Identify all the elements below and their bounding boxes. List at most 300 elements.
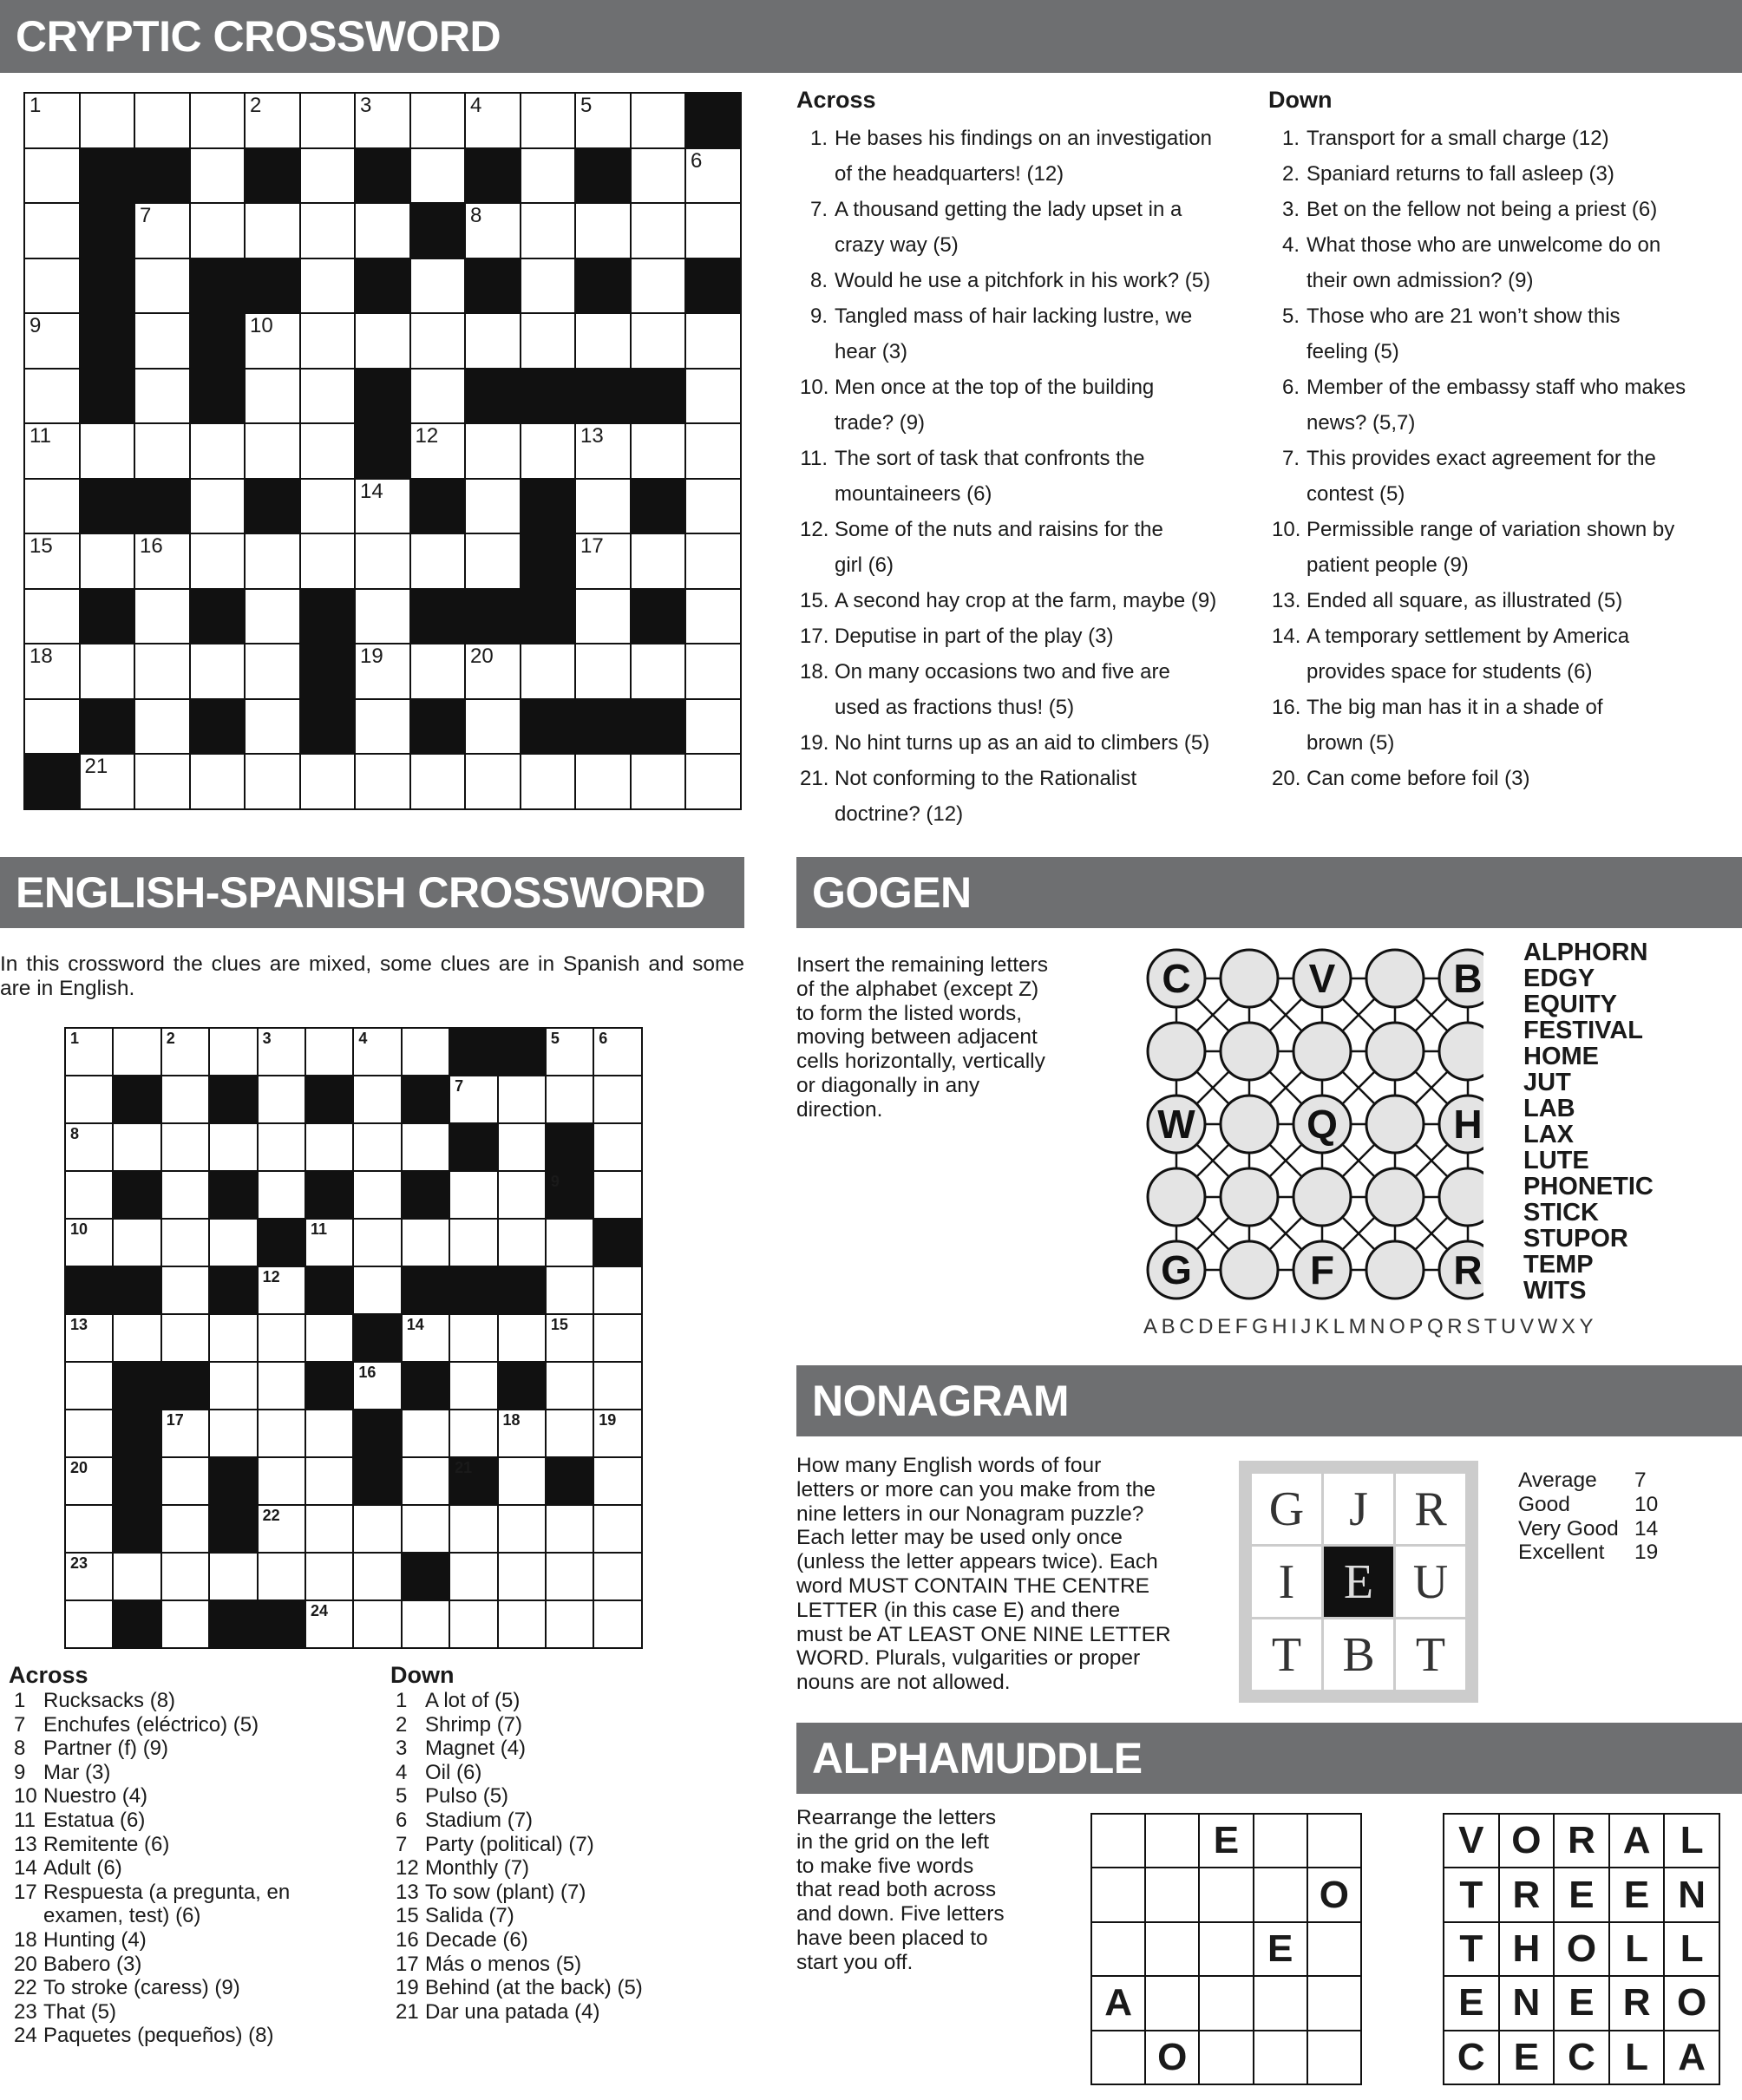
grid-cell[interactable] bbox=[353, 1123, 401, 1171]
grid-cell[interactable] bbox=[631, 148, 686, 204]
grid-cell[interactable] bbox=[161, 1457, 209, 1505]
grid-cell[interactable] bbox=[449, 1600, 497, 1648]
grid-cell[interactable] bbox=[546, 1266, 593, 1314]
grid-cell[interactable] bbox=[465, 644, 521, 699]
grid-cell[interactable] bbox=[685, 369, 741, 424]
grid-cell[interactable] bbox=[258, 1362, 305, 1410]
grid-cell[interactable] bbox=[465, 313, 521, 369]
grid-cell[interactable] bbox=[449, 1219, 497, 1266]
clue-text: Monthly (7) bbox=[425, 1856, 530, 1881]
alphamuddle-cell[interactable] bbox=[1145, 1922, 1199, 1976]
grid-cell[interactable] bbox=[134, 533, 190, 589]
clue-text: news? (5,7) bbox=[1306, 411, 1416, 435]
grid-cell[interactable] bbox=[353, 1266, 401, 1314]
clue-number: 1. bbox=[1281, 127, 1300, 150]
clue-text: of the headquarters! (12) bbox=[835, 162, 1064, 186]
grid-cell[interactable] bbox=[113, 1553, 160, 1600]
grid-cell[interactable] bbox=[546, 1076, 593, 1123]
grid-cell[interactable] bbox=[245, 699, 300, 755]
grid-cell[interactable] bbox=[521, 258, 576, 314]
grid-cell[interactable] bbox=[209, 1123, 257, 1171]
grid-cell[interactable] bbox=[410, 423, 466, 479]
grid-cell[interactable] bbox=[80, 754, 135, 809]
grid-cell[interactable] bbox=[402, 1505, 449, 1553]
grid-cell[interactable] bbox=[65, 1219, 113, 1266]
alphamuddle-cell[interactable] bbox=[1307, 1814, 1361, 1868]
gogen-cell[interactable] bbox=[1221, 1241, 1278, 1299]
grid-cell[interactable] bbox=[521, 423, 576, 479]
gogen-cell[interactable] bbox=[1293, 1168, 1351, 1226]
grid-cell[interactable] bbox=[631, 203, 686, 258]
grid-cell[interactable] bbox=[593, 1505, 641, 1553]
grid-cell[interactable] bbox=[498, 1076, 546, 1123]
grid-cell[interactable] bbox=[305, 1410, 353, 1457]
grid-cell[interactable] bbox=[685, 589, 741, 644]
grid-cell[interactable] bbox=[300, 148, 356, 204]
alphamuddle-cell[interactable] bbox=[1199, 2031, 1253, 2084]
grid-cell[interactable] bbox=[353, 1600, 401, 1648]
alphamuddle-cell[interactable] bbox=[1199, 1976, 1253, 2030]
grid-cell[interactable] bbox=[305, 1123, 353, 1171]
grid-cell[interactable] bbox=[593, 1171, 641, 1219]
grid-cell[interactable] bbox=[258, 1505, 305, 1553]
gogen-cell[interactable] bbox=[1293, 1023, 1351, 1080]
grid-cell[interactable] bbox=[209, 1219, 257, 1266]
grid-cell[interactable] bbox=[575, 203, 631, 258]
grid-cell[interactable] bbox=[465, 754, 521, 809]
grid-cell[interactable] bbox=[498, 1123, 546, 1171]
grid-cell[interactable] bbox=[449, 1171, 497, 1219]
grid-cell[interactable] bbox=[410, 533, 466, 589]
grid-cell[interactable] bbox=[134, 93, 190, 148]
grid-cell[interactable] bbox=[300, 369, 356, 424]
grid-cell[interactable] bbox=[593, 1314, 641, 1362]
grid-cell[interactable] bbox=[24, 313, 80, 369]
grid-cell[interactable] bbox=[631, 93, 686, 148]
grid-cell[interactable] bbox=[402, 1028, 449, 1076]
grid-cell[interactable] bbox=[161, 1219, 209, 1266]
grid-cell[interactable] bbox=[134, 203, 190, 258]
grid-cell[interactable] bbox=[685, 423, 741, 479]
grid-cell[interactable] bbox=[402, 1457, 449, 1505]
alphamuddle-cell[interactable] bbox=[1254, 1976, 1307, 2030]
clue-number: 9 bbox=[14, 1760, 26, 1784]
grid-cell[interactable] bbox=[575, 479, 631, 534]
grid-cell[interactable] bbox=[353, 1362, 401, 1410]
grid-cell[interactable] bbox=[258, 1314, 305, 1362]
grid-cell[interactable] bbox=[685, 148, 741, 204]
grid-cell[interactable] bbox=[245, 313, 300, 369]
grid-cell[interactable] bbox=[190, 533, 246, 589]
grid-cell[interactable] bbox=[190, 93, 246, 148]
grid-cell[interactable] bbox=[631, 533, 686, 589]
grid-cell[interactable] bbox=[65, 1457, 113, 1505]
grid-cell[interactable] bbox=[355, 93, 410, 148]
grid-cell[interactable] bbox=[80, 644, 135, 699]
grid-cell[interactable] bbox=[353, 1028, 401, 1076]
grid-cell[interactable] bbox=[24, 479, 80, 534]
grid-cell[interactable] bbox=[521, 203, 576, 258]
grid-cell[interactable] bbox=[546, 1362, 593, 1410]
grid-cell[interactable] bbox=[161, 1553, 209, 1600]
gogen-cell[interactable] bbox=[1221, 1096, 1278, 1153]
grid-block-cell bbox=[575, 699, 631, 755]
grid-cell[interactable] bbox=[593, 1123, 641, 1171]
gogen-cell[interactable] bbox=[1221, 1023, 1278, 1080]
grid-cell[interactable] bbox=[209, 1028, 257, 1076]
grid-cell[interactable] bbox=[631, 258, 686, 314]
grid-cell[interactable] bbox=[593, 1600, 641, 1648]
alphamuddle-cell[interactable] bbox=[1145, 1868, 1199, 1921]
grid-cell[interactable] bbox=[65, 1553, 113, 1600]
grid-cell[interactable] bbox=[465, 203, 521, 258]
grid-cell[interactable] bbox=[402, 1123, 449, 1171]
grid-cell[interactable] bbox=[161, 1076, 209, 1123]
clue-text: A temporary settlement by America bbox=[1306, 625, 1630, 648]
grid-cell[interactable] bbox=[355, 754, 410, 809]
grid-cell[interactable] bbox=[258, 1410, 305, 1457]
grid-cell[interactable] bbox=[575, 93, 631, 148]
grid-cell[interactable] bbox=[245, 589, 300, 644]
grid-cell[interactable] bbox=[65, 1410, 113, 1457]
alphamuddle-cell[interactable]: E bbox=[1254, 1922, 1307, 1976]
clue-number: 19. bbox=[800, 731, 829, 755]
grid-cell[interactable] bbox=[593, 1410, 641, 1457]
grid-cell[interactable] bbox=[113, 1219, 160, 1266]
grid-cell[interactable] bbox=[685, 479, 741, 534]
grid-cell[interactable] bbox=[258, 1171, 305, 1219]
clue-number: 12 bbox=[396, 1856, 419, 1881]
grid-cell[interactable] bbox=[631, 754, 686, 809]
grid-cell[interactable] bbox=[575, 644, 631, 699]
gogen-cell[interactable] bbox=[1221, 950, 1278, 1007]
gogen-cell[interactable] bbox=[1366, 1096, 1424, 1153]
grid-cell[interactable] bbox=[631, 644, 686, 699]
grid-cell[interactable] bbox=[113, 1123, 160, 1171]
grid-cell[interactable] bbox=[353, 1553, 401, 1600]
grid-cell[interactable] bbox=[449, 1314, 497, 1362]
grid-cell[interactable] bbox=[449, 1553, 497, 1600]
grid-cell[interactable] bbox=[546, 1028, 593, 1076]
grid-cell[interactable] bbox=[245, 93, 300, 148]
grid-cell[interactable] bbox=[65, 1600, 113, 1648]
grid-cell[interactable] bbox=[685, 754, 741, 809]
grid-cell[interactable] bbox=[190, 479, 246, 534]
grid-cell[interactable] bbox=[353, 1076, 401, 1123]
grid-cell[interactable] bbox=[593, 1362, 641, 1410]
gogen-cell[interactable] bbox=[1439, 1023, 1483, 1080]
grid-cell[interactable] bbox=[355, 313, 410, 369]
grid-cell[interactable] bbox=[161, 1123, 209, 1171]
grid-cell[interactable] bbox=[134, 423, 190, 479]
grid-cell[interactable] bbox=[24, 203, 80, 258]
grid-cell[interactable] bbox=[402, 1219, 449, 1266]
gogen-cell[interactable] bbox=[1439, 1168, 1483, 1226]
alphamuddle-cell[interactable]: O bbox=[1307, 1868, 1361, 1921]
grid-cell[interactable] bbox=[546, 1314, 593, 1362]
grid-cell[interactable] bbox=[65, 1123, 113, 1171]
gogen-cell[interactable] bbox=[1221, 1168, 1278, 1226]
grid-cell[interactable] bbox=[546, 1600, 593, 1648]
grid-cell[interactable] bbox=[521, 754, 576, 809]
grid-cell[interactable] bbox=[521, 644, 576, 699]
alphamuddle-cell[interactable] bbox=[1091, 1814, 1145, 1868]
grid-cell[interactable] bbox=[24, 148, 80, 204]
grid-cell[interactable] bbox=[410, 148, 466, 204]
grid-cell[interactable] bbox=[685, 203, 741, 258]
grid-cell[interactable] bbox=[402, 1410, 449, 1457]
grid-cell[interactable] bbox=[209, 1362, 257, 1410]
grid-cell[interactable] bbox=[449, 1362, 497, 1410]
alphamuddle-cell[interactable] bbox=[1199, 1868, 1253, 1921]
grid-cell[interactable] bbox=[300, 754, 356, 809]
grid-cell[interactable] bbox=[631, 423, 686, 479]
grid-cell[interactable] bbox=[80, 93, 135, 148]
grid-cell[interactable] bbox=[134, 699, 190, 755]
gogen-cell[interactable] bbox=[1366, 1023, 1424, 1080]
grid-cell[interactable] bbox=[593, 1076, 641, 1123]
grid-cell[interactable] bbox=[300, 203, 356, 258]
grid-cell[interactable] bbox=[465, 699, 521, 755]
grid-cell[interactable] bbox=[465, 423, 521, 479]
grid-cell[interactable] bbox=[449, 1410, 497, 1457]
grid-cell[interactable] bbox=[24, 258, 80, 314]
grid-cell[interactable] bbox=[410, 644, 466, 699]
grid-cell[interactable] bbox=[134, 754, 190, 809]
gogen-cell[interactable] bbox=[1366, 1241, 1424, 1299]
grid-cell[interactable] bbox=[24, 644, 80, 699]
grid-cell[interactable] bbox=[245, 423, 300, 479]
grid-cell[interactable] bbox=[305, 1219, 353, 1266]
grid-cell[interactable] bbox=[449, 1076, 497, 1123]
grid-cell[interactable] bbox=[161, 1410, 209, 1457]
grid-cell[interactable] bbox=[575, 533, 631, 589]
alphamuddle-cell[interactable] bbox=[1091, 1922, 1145, 1976]
alphamuddle-cell: O bbox=[1664, 1976, 1719, 2030]
grid-cell[interactable] bbox=[190, 203, 246, 258]
grid-cell[interactable] bbox=[65, 1505, 113, 1553]
grid-cell[interactable] bbox=[134, 644, 190, 699]
grid-cell[interactable] bbox=[593, 1266, 641, 1314]
grid-cell[interactable] bbox=[300, 533, 356, 589]
grid-cell[interactable] bbox=[575, 754, 631, 809]
grid-cell[interactable] bbox=[258, 1457, 305, 1505]
grid-cell[interactable] bbox=[190, 148, 246, 204]
grid-cell[interactable] bbox=[113, 1314, 160, 1362]
alphamuddle-cell[interactable] bbox=[1254, 1814, 1307, 1868]
grid-cell[interactable] bbox=[465, 533, 521, 589]
grid-block-cell bbox=[465, 148, 521, 204]
clue-line bbox=[9, 1953, 382, 1977]
clue-number bbox=[800, 690, 835, 725]
grid-cell[interactable] bbox=[355, 479, 410, 534]
grid-cell[interactable] bbox=[575, 313, 631, 369]
grid-cell[interactable] bbox=[498, 1314, 546, 1362]
grid-cell[interactable] bbox=[24, 589, 80, 644]
grid-cell[interactable] bbox=[161, 1028, 209, 1076]
gogen-letter: W bbox=[1157, 1102, 1195, 1147]
alphamuddle-cell: E bbox=[1554, 1868, 1609, 1921]
grid-cell[interactable] bbox=[190, 423, 246, 479]
grid-cell[interactable] bbox=[24, 533, 80, 589]
grid-cell[interactable] bbox=[305, 1457, 353, 1505]
grid-cell[interactable] bbox=[113, 1028, 160, 1076]
grid-cell[interactable] bbox=[465, 479, 521, 534]
grid-cell[interactable] bbox=[245, 203, 300, 258]
grid-cell[interactable] bbox=[209, 1314, 257, 1362]
grid-cell[interactable] bbox=[685, 313, 741, 369]
grid-cell[interactable] bbox=[300, 479, 356, 534]
instruction-line: cells horizontally, vertically bbox=[796, 1050, 1045, 1074]
grid-cell[interactable] bbox=[355, 589, 410, 644]
grid-cell[interactable] bbox=[134, 313, 190, 369]
grid-cell[interactable] bbox=[355, 699, 410, 755]
grid-cell[interactable] bbox=[258, 1123, 305, 1171]
grid-cell[interactable] bbox=[498, 1457, 546, 1505]
grid-cell[interactable] bbox=[24, 699, 80, 755]
clue-line bbox=[796, 583, 1248, 618]
grid-cell[interactable] bbox=[161, 1171, 209, 1219]
gogen-cell[interactable] bbox=[1366, 950, 1424, 1007]
grid-cell[interactable] bbox=[305, 1553, 353, 1600]
grid-cell[interactable] bbox=[80, 533, 135, 589]
alphamuddle-cell: L bbox=[1664, 1922, 1719, 1976]
grid-cell[interactable] bbox=[24, 369, 80, 424]
grid-cell[interactable] bbox=[410, 754, 466, 809]
grid-cell[interactable] bbox=[134, 258, 190, 314]
grid-cell[interactable] bbox=[355, 533, 410, 589]
grid-cell[interactable] bbox=[300, 423, 356, 479]
grid-cell[interactable] bbox=[402, 1600, 449, 1648]
alphamuddle-cell[interactable] bbox=[1145, 1976, 1199, 2030]
alphamuddle-cell[interactable] bbox=[1254, 2031, 1307, 2084]
grid-cell[interactable] bbox=[498, 1219, 546, 1266]
grid-cell[interactable] bbox=[353, 1171, 401, 1219]
grid-block-cell bbox=[305, 1171, 353, 1219]
grid-cell[interactable] bbox=[65, 1171, 113, 1219]
alphamuddle-cell[interactable]: E bbox=[1199, 1814, 1253, 1868]
gogen-cell[interactable] bbox=[1148, 1023, 1205, 1080]
grid-cell[interactable] bbox=[305, 1600, 353, 1648]
grid-cell[interactable] bbox=[65, 1028, 113, 1076]
grid-cell[interactable] bbox=[546, 1219, 593, 1266]
grid-cell[interactable] bbox=[575, 423, 631, 479]
grid-cell[interactable] bbox=[465, 93, 521, 148]
grid-cell[interactable] bbox=[353, 1219, 401, 1266]
alphamuddle-cell[interactable]: A bbox=[1091, 1976, 1145, 2030]
clue-text: Adult (6) bbox=[43, 1856, 122, 1881]
grid-cell[interactable] bbox=[410, 369, 466, 424]
grid-cell[interactable] bbox=[521, 93, 576, 148]
grid-cell[interactable] bbox=[498, 1171, 546, 1219]
grid-cell[interactable] bbox=[498, 1410, 546, 1457]
grid-cell[interactable] bbox=[521, 313, 576, 369]
grid-cell[interactable] bbox=[161, 1266, 209, 1314]
grid-cell[interactable] bbox=[24, 423, 80, 479]
gogen-alphabet: ABCDEFGHIJKLMNOPQRSTUVWXY bbox=[1143, 1315, 1598, 1338]
grid-cell[interactable] bbox=[685, 644, 741, 699]
grid-cell[interactable] bbox=[258, 1028, 305, 1076]
grid-cell[interactable] bbox=[305, 1028, 353, 1076]
grid-cell[interactable] bbox=[353, 1505, 401, 1553]
grid-cell[interactable] bbox=[161, 1314, 209, 1362]
grid-cell[interactable] bbox=[190, 754, 246, 809]
grid-cell[interactable] bbox=[300, 93, 356, 148]
grid-cell[interactable] bbox=[258, 1076, 305, 1123]
grid-cell[interactable] bbox=[410, 93, 466, 148]
alphamuddle-cell[interactable] bbox=[1199, 1922, 1253, 1976]
grid-cell[interactable] bbox=[498, 1505, 546, 1553]
alphamuddle-cell[interactable] bbox=[1091, 2031, 1145, 2084]
clue-number: 11 bbox=[29, 424, 51, 448]
grid-cell[interactable] bbox=[410, 313, 466, 369]
grid-cell[interactable] bbox=[355, 644, 410, 699]
grid-cell[interactable] bbox=[410, 258, 466, 314]
grid-cell[interactable] bbox=[80, 423, 135, 479]
grid-cell[interactable] bbox=[575, 589, 631, 644]
grid-cell[interactable] bbox=[161, 1600, 209, 1648]
grid-cell[interactable] bbox=[209, 1553, 257, 1600]
grid-cell[interactable] bbox=[402, 1314, 449, 1362]
grid-cell[interactable] bbox=[685, 699, 741, 755]
grid-cell[interactable] bbox=[258, 1266, 305, 1314]
grid-cell[interactable] bbox=[245, 644, 300, 699]
grid-cell[interactable] bbox=[498, 1600, 546, 1648]
grid-cell[interactable] bbox=[65, 1076, 113, 1123]
grid-cell[interactable] bbox=[305, 1314, 353, 1362]
grid-cell[interactable] bbox=[134, 369, 190, 424]
grid-cell[interactable] bbox=[300, 313, 356, 369]
clue-text: The sort of task that confronts the bbox=[835, 447, 1145, 470]
grid-cell[interactable] bbox=[449, 1505, 497, 1553]
grid-cell[interactable] bbox=[258, 1553, 305, 1600]
grid-cell[interactable] bbox=[161, 1505, 209, 1553]
grid-cell[interactable] bbox=[546, 1410, 593, 1457]
grid-cell[interactable] bbox=[546, 1553, 593, 1600]
gogen-cell[interactable] bbox=[1148, 1168, 1205, 1226]
alphamuddle-cell[interactable] bbox=[1145, 1814, 1199, 1868]
alphamuddle-cell[interactable] bbox=[1091, 1868, 1145, 1921]
alphamuddle-cell[interactable] bbox=[1254, 1868, 1307, 1921]
grid-cell[interactable] bbox=[245, 369, 300, 424]
grid-cell[interactable] bbox=[631, 313, 686, 369]
alphamuddle-cell[interactable]: O bbox=[1145, 2031, 1199, 2084]
grid-cell[interactable] bbox=[209, 1410, 257, 1457]
grid-cell[interactable] bbox=[355, 203, 410, 258]
grid-cell[interactable] bbox=[65, 1362, 113, 1410]
grid-cell[interactable] bbox=[245, 533, 300, 589]
alphamuddle-cell[interactable] bbox=[1307, 1922, 1361, 1976]
grid-row bbox=[24, 93, 741, 148]
grid-cell[interactable] bbox=[190, 644, 246, 699]
grid-cell[interactable] bbox=[521, 148, 576, 204]
grid-cell[interactable] bbox=[65, 1314, 113, 1362]
gogen-cell[interactable] bbox=[1366, 1168, 1424, 1226]
grid-cell[interactable] bbox=[24, 93, 80, 148]
alphamuddle-cell[interactable] bbox=[1307, 1976, 1361, 2030]
grid-cell[interactable] bbox=[593, 1028, 641, 1076]
grid-cell[interactable] bbox=[245, 754, 300, 809]
grid-cell[interactable] bbox=[134, 589, 190, 644]
alphamuddle-cell[interactable] bbox=[1307, 2031, 1361, 2084]
grid-cell[interactable] bbox=[300, 258, 356, 314]
grid-cell[interactable] bbox=[593, 1553, 641, 1600]
grid-cell[interactable] bbox=[593, 1457, 641, 1505]
grid-cell[interactable] bbox=[546, 1505, 593, 1553]
grid-cell[interactable] bbox=[685, 533, 741, 589]
grid-cell[interactable] bbox=[305, 1505, 353, 1553]
grid-cell[interactable] bbox=[498, 1553, 546, 1600]
